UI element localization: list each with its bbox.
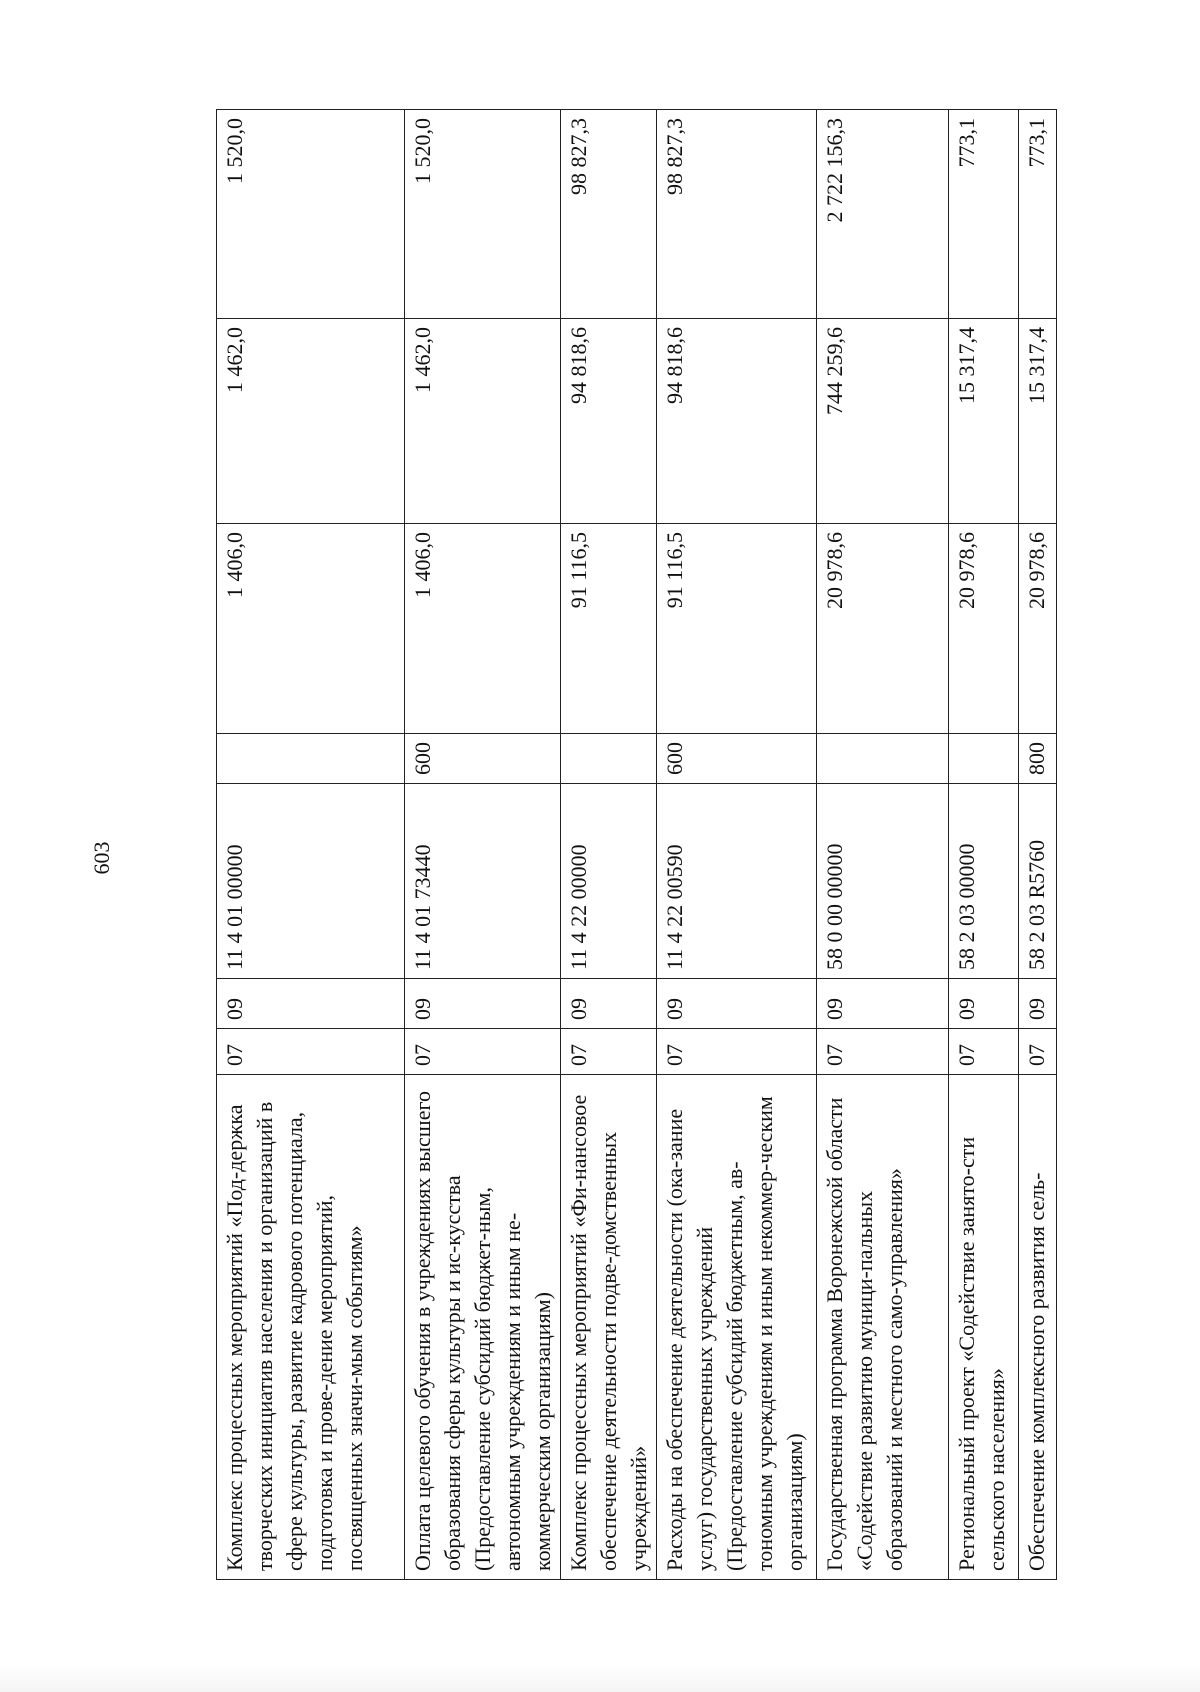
table-row [1019, 110, 1057, 1580]
row-value-2: 15 317,4 [1019, 319, 1057, 524]
row-target-article: 11 4 22 00000 [561, 784, 657, 979]
row-value-3: 1 520,0 [217, 110, 405, 319]
row-value-1: 1 406,0 [405, 524, 561, 734]
row-value-1: 20 978,6 [1019, 524, 1057, 734]
row-name: Региональный проект «Содействие занято-сти сельского населения» [949, 1075, 1019, 1580]
row-name: Расходы на обеспечение деятельности (ока-зание услуг) государственных учреждений (Предоставление субсидий бюджетным, ав-тономным учреждениям и иным некоммер-ческим организациям) [657, 1075, 817, 1580]
row-value-1: 91 116,5 [657, 524, 817, 734]
row-value-2: 94 818,6 [561, 319, 657, 524]
row-expense-type [217, 734, 405, 784]
rotated-table-container [216, 110, 1111, 1580]
row-value-2: 1 462,0 [217, 319, 405, 524]
row-subsection-code: 09 [949, 979, 1019, 1029]
row-subsection-code: 09 [1019, 979, 1057, 1029]
row-section-code: 07 [949, 1029, 1019, 1075]
row-value-3: 1 520,0 [405, 110, 561, 319]
row-subsection-code: 09 [217, 979, 405, 1029]
row-target-article: 58 2 03 00000 [949, 784, 1019, 979]
row-expense-type [561, 734, 657, 784]
row-value-2: 1 462,0 [405, 319, 561, 524]
row-name: Обеспечение комплексного развития сель- [1019, 1075, 1057, 1580]
row-target-article: 11 4 01 73440 [405, 784, 561, 979]
row-value-3: 98 827,3 [657, 110, 817, 319]
table-row [561, 110, 657, 1580]
row-section-code: 07 [217, 1029, 405, 1075]
row-value-2: 15 317,4 [949, 319, 1019, 524]
row-subsection-code: 09 [405, 979, 561, 1029]
table-row [217, 110, 405, 1580]
budget-table [216, 109, 1057, 1580]
page-number: 603 [89, 841, 114, 875]
row-expense-type [817, 734, 949, 784]
row-value-1: 1 406,0 [217, 524, 405, 734]
row-section-code: 07 [1019, 1029, 1057, 1075]
row-value-3: 773,1 [949, 110, 1019, 319]
row-value-3: 2 722 156,3 [817, 110, 949, 319]
table-row [949, 110, 1019, 1580]
row-name: Оплата целевого обучения в учреждениях высшего образования сферы культуры и ис-кусства (Предоставление субсидий бюджет-ным, автономным учреждениям и иным не-коммерческим организациям) [405, 1075, 561, 1580]
row-name: Государственная программа Воронежской области «Содействие развитию муници-пальных образований и местного само-управления» [817, 1075, 949, 1580]
row-target-article: 11 4 01 00000 [217, 784, 405, 979]
table-row [817, 110, 949, 1580]
row-section-code: 07 [405, 1029, 561, 1075]
row-value-2: 94 818,6 [657, 319, 817, 524]
row-subsection-code: 09 [657, 979, 817, 1029]
row-value-1: 91 116,5 [561, 524, 657, 734]
scan-edge-shadow [0, 1664, 1200, 1692]
row-section-code: 07 [657, 1029, 817, 1075]
row-expense-type [949, 734, 1019, 784]
row-name: Комплекс процессных мероприятий «Под-держка творческих инициатив населения и организаций в сфере культуры, развитие кадрового потенциала, подготовка и прове-дение мероприятий, посвященных значи-мым событиям» [217, 1075, 405, 1580]
table-row [405, 110, 561, 1580]
row-subsection-code: 09 [561, 979, 657, 1029]
table-row [657, 110, 817, 1580]
row-value-3: 773,1 [1019, 110, 1057, 319]
row-value-1: 20 978,6 [949, 524, 1019, 734]
row-target-article: 58 0 00 00000 [817, 784, 949, 979]
row-expense-type: 600 [657, 734, 817, 784]
row-section-code: 07 [817, 1029, 949, 1075]
row-value-2: 744 259,6 [817, 319, 949, 524]
row-target-article: 58 2 03 R5760 [1019, 784, 1057, 979]
row-expense-type: 600 [405, 734, 561, 784]
row-name: Комплекс процессных мероприятий «Фи-нансовое обеспечение деятельности подве-домственных учреждений» [561, 1075, 657, 1580]
row-expense-type: 800 [1019, 734, 1057, 784]
row-target-article: 11 4 22 00590 [657, 784, 817, 979]
row-value-3: 98 827,3 [561, 110, 657, 319]
row-value-1: 20 978,6 [817, 524, 949, 734]
row-section-code: 07 [561, 1029, 657, 1075]
row-subsection-code: 09 [817, 979, 949, 1029]
